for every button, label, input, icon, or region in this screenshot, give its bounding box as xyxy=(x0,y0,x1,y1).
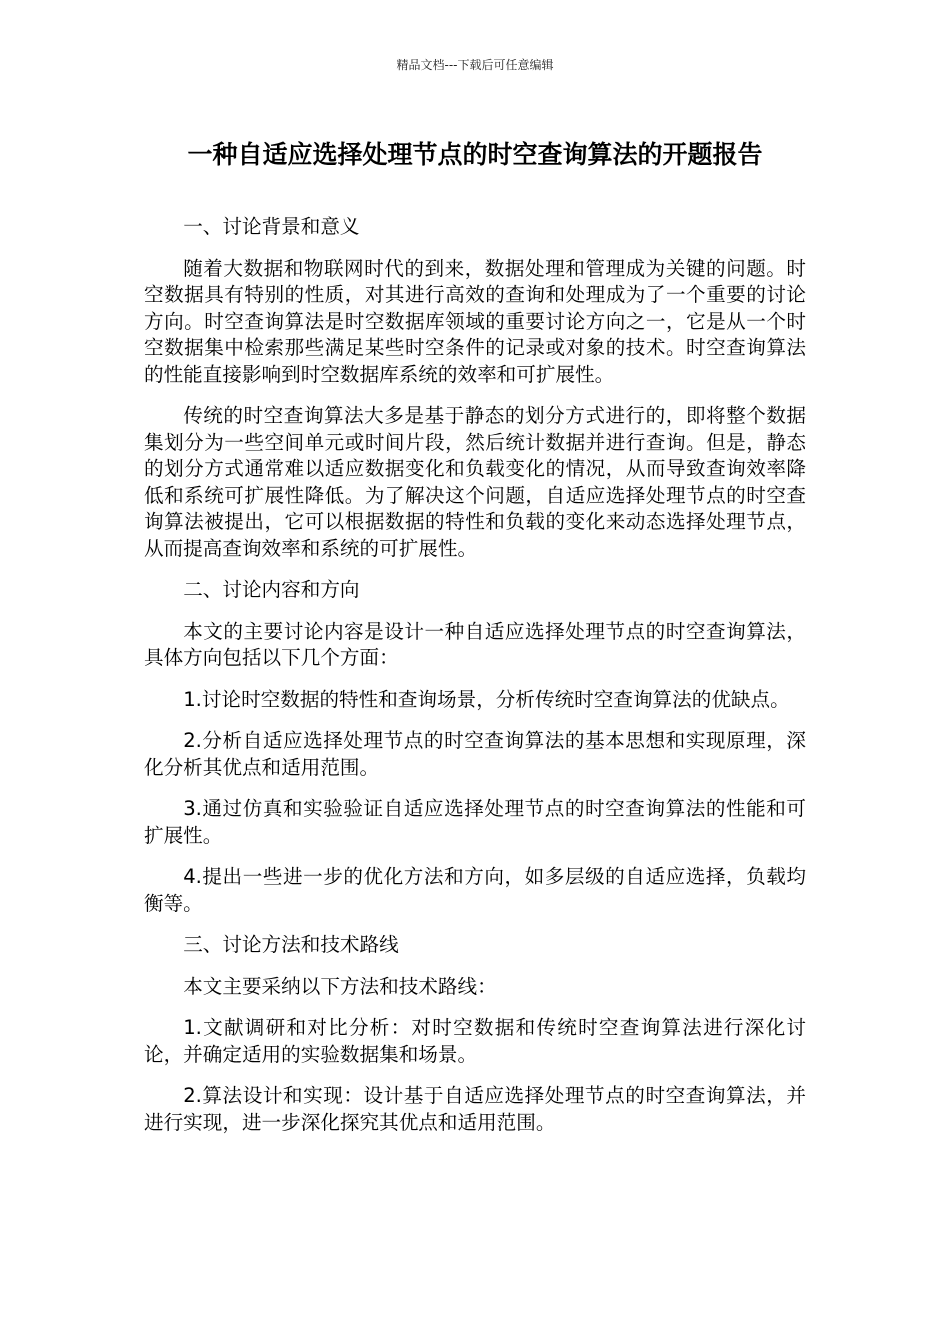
list-item: 2.算法设计和实现：设计基于自适应选择处理节点的时空查询算法，并进行实现，进一步深化探究其优点和适用范围。 xyxy=(144,1084,806,1134)
paragraph: 传统的时空查询算法大多是基于静态的划分方式进行的，即将整个数据集划分为一些空间单元或时间片段，然后统计数据并进行查询。但是，静态的划分方式通常难以适应数据变化和负载变化的情况，从而导致查询效率降低和系统可扩展性降低。为了解决这个问题，自适应选择处理节点的时空查询算法被提出，它可以根据数据的特性和负载的变化来动态选择处理节点，从而提高查询效率和系统的可扩展性。 xyxy=(144,404,806,560)
list-item: 3.通过仿真和实验验证自适应选择处理节点的时空查询算法的性能和可扩展性。 xyxy=(144,797,806,847)
list-item: 1.文献调研和对比分析：对时空数据和传统时空查询算法进行深化讨论，并确定适用的实验数据集和场景。 xyxy=(144,1016,806,1066)
paragraph: 随着大数据和物联网时代的到来，数据处理和管理成为关键的问题。时空数据具有特别的性质，对其进行高效的查询和处理成为了一个重要的讨论方向。时空查询算法是时空数据库领域的重要讨论方向之一，它是从一个时空数据集中检索那些满足某些时空条件的记录或对象的技术。时空查询算法的性能直接影响到时空数据库系统的效率和可扩展性。 xyxy=(144,256,806,386)
paragraph: 本文的主要讨论内容是设计一种自适应选择处理节点的时空查询算法，具体方向包括以下几个方面： xyxy=(144,619,806,669)
section-heading-content: 二、讨论内容和方向 xyxy=(183,578,360,601)
document-body xyxy=(144,214,806,1151)
list-item: 2.分析自适应选择处理节点的时空查询算法的基本思想和实现原理，深化分析其优点和适用范围。 xyxy=(144,729,806,779)
list-item: 4.提出一些进一步的优化方法和方向，如多层级的自适应选择，负载均衡等。 xyxy=(144,865,806,915)
section-heading-background: 一、讨论背景和意义 xyxy=(183,215,360,238)
paragraph: 本文主要采纳以下方法和技术路线： xyxy=(183,974,497,998)
document-title: 一种自适应选择处理节点的时空查询算法的开题报告 xyxy=(187,140,763,169)
header-note: 精品文档---下载后可任意编辑 xyxy=(396,58,554,72)
section-heading-methods: 三、讨论方法和技术路线 xyxy=(183,933,399,956)
list-item: 1.讨论时空数据的特性和查询场景，分析传统时空查询算法的优缺点。 xyxy=(183,687,790,711)
